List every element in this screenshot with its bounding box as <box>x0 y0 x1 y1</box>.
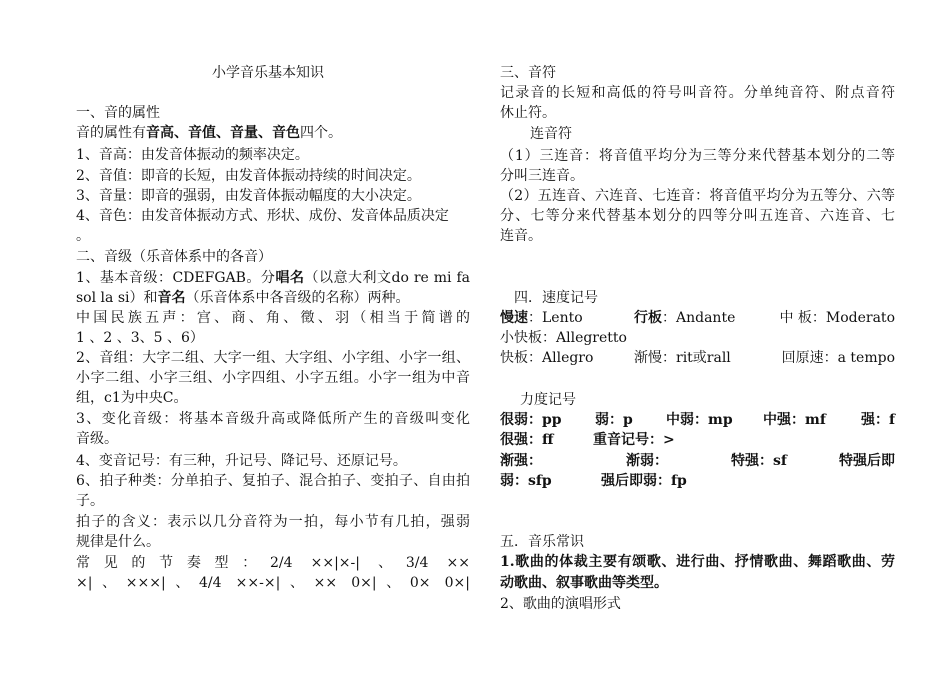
attr-timbre: 4、音色：由发音体振动方式、形状、成份、发音体品质决定 <box>76 208 449 224</box>
tempo-slow-label: 慢速 <box>500 310 528 326</box>
s2-l2-text: sol la si）和 <box>76 290 158 306</box>
s2-line-15: 常见的节奏型：2/4 ××|×-| 、3/4 ×× <box>76 555 470 571</box>
intro-tail: 四个。 <box>300 125 342 141</box>
tempo-row-2: 小快板：Allegretto <box>500 330 627 346</box>
dynamics-heading: 力度记号 <box>520 392 576 408</box>
document-title: 小学音乐基本知识 <box>212 65 324 81</box>
s3-line-1: 记录音的长短和高低的符号叫音符。分单纯音符、附点音符 <box>500 85 895 101</box>
section-3-heading: 三、音符 <box>500 65 556 81</box>
s3-line-7: 连音。 <box>500 228 542 244</box>
s2-line-6: 小字二组、小字三组、小字四组、小字五组。小字一组为中音 <box>76 370 470 386</box>
intro-bold-terms: 音高、音值、音量、音色 <box>146 125 300 141</box>
s2-l1-bold: 唱名 <box>275 270 305 286</box>
s2-line-7: 组，c1为中央C。 <box>76 390 188 406</box>
s2-line-12: 子。 <box>76 493 104 509</box>
tempo-andante-value: ：Andante <box>662 310 736 326</box>
dyn-fp: 强后即弱：fp <box>601 473 687 489</box>
dyn-cresc: 渐强： <box>500 453 542 469</box>
dyn-sfp: 弱：sfp <box>500 473 552 489</box>
s5-line-2: 动歌曲、叙事歌曲等类型。 <box>500 575 668 591</box>
section-1-intro <box>76 123 342 143</box>
s2-l2-bold: 音名 <box>157 290 186 306</box>
dyn-sf: 特强：sf <box>731 453 787 469</box>
tempo-moderato: 中 板：Moderato <box>779 310 895 326</box>
s2-line-13: 拍子的含义：表示以几分音符为一拍，每小节有几拍，强弱 <box>76 514 470 530</box>
tempo-allegro: 快板：Allegro <box>500 350 594 366</box>
dyn-dim: 渐弱： <box>626 453 668 469</box>
s2-line-10: 4、变音记号：有三种，升记号、降记号、还原记号。 <box>76 453 407 469</box>
dyn-p: 弱：p <box>595 412 633 428</box>
s2-line-8: 3、变化音级：将基本音级升高或降低所产生的音级叫变化 <box>76 411 470 427</box>
s5-line-1: 1.歌曲的体裁主要有颂歌、进行曲、抒情歌曲、舞蹈歌曲、劳 <box>500 554 895 570</box>
section-2-heading: 二、音级（乐音体系中的各音） <box>76 249 272 265</box>
s2-line-2 <box>76 288 409 308</box>
dyn-mf: 中强：mf <box>763 412 826 428</box>
attr-volume: 3、音量：即音的强弱，由发音体振动幅度的大小决定。 <box>76 188 421 204</box>
s3-line-3: （1）三连音：将音值平均分为三等分来代替基本划分的二等 <box>500 148 895 164</box>
attr-duration: 2、音值：即音的长短，由发音体振动持续的时间决定。 <box>76 168 421 184</box>
dyn-ff: 很强：ff <box>500 432 554 448</box>
tempo-rit: 渐慢：rit或rall <box>634 350 731 366</box>
s3-line-4: 分叫三连音。 <box>500 168 584 184</box>
s3-subheading: 连音符 <box>530 126 572 142</box>
tempo-slow-value: ：Lento <box>528 310 583 326</box>
tempo-a-tempo: 回原速：a tempo <box>781 350 895 366</box>
dyn-f: 强：f <box>860 412 895 428</box>
s2-l2-tail: （乐音体系中各音级的名称）两种。 <box>185 290 410 306</box>
attr-pitch: 1、音高：由发音体振动的频率决定。 <box>76 147 309 163</box>
s2-line-14: 规律是什么。 <box>76 534 160 550</box>
section-5-heading: 五．音乐常识 <box>500 534 584 550</box>
s3-line-6: 分、七等分来代替基本划分的四等分叫五连音、六连音、七 <box>500 208 895 224</box>
s2-line-9: 音级。 <box>76 431 118 447</box>
section-1-heading: 一、音的属性 <box>76 105 160 121</box>
dyn-accent: 重音记号：> <box>593 432 675 448</box>
dyn-sfp-start: 特强后即 <box>839 453 895 469</box>
s2-l1-tail: （以意大利文do re mi fa <box>304 270 471 286</box>
section-4-heading: 四．速度记号 <box>514 290 598 306</box>
dyn-pp: 很弱：pp <box>500 412 562 428</box>
dyn-mp: 中弱：mp <box>666 412 733 428</box>
attr-timbre-end: 。 <box>76 228 90 244</box>
intro-text: 音的属性有 <box>76 125 146 141</box>
s2-line-3: 中国民族五声：宫、商、角、徵、羽（相当于简谱的 <box>76 310 470 326</box>
s5-line-3: 2、歌曲的演唱形式 <box>500 596 621 612</box>
tempo-andante-label: 行板 <box>634 310 662 326</box>
s3-line-2: 休止符。 <box>500 105 556 121</box>
s2-line-16: ×|、×××|、4/4 ××-×|、×× 0×|、0× 0×| <box>76 575 470 591</box>
s2-line-11: 6、拍子种类：分单拍子、复拍子、混合拍子、变拍子、自由拍 <box>76 473 470 489</box>
s2-l1-text: 1、基本音级：CDEFGAB。分 <box>76 270 276 286</box>
s2-line-1 <box>76 268 470 288</box>
s3-line-5: （2）五连音、六连音、七连音：将音值平均分为五等分、六等 <box>500 188 895 204</box>
s2-line-4: 1 、2 、3、5 、6） <box>76 330 204 346</box>
s2-line-5: 2、音组：大字二组、大字一组、大字组、小字组、小字一组、 <box>76 350 470 366</box>
